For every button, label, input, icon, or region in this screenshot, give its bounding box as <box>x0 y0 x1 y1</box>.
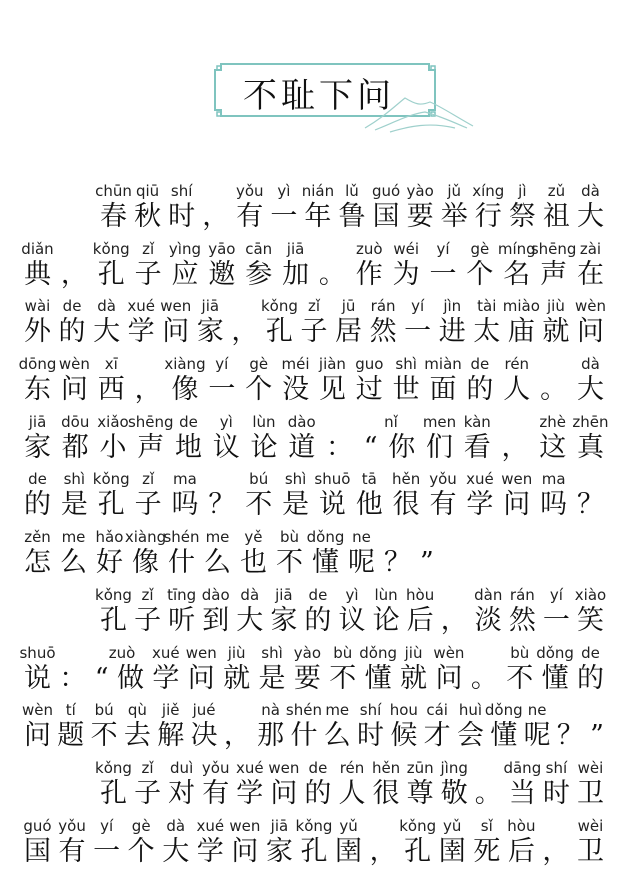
pinyin: me <box>205 528 230 547</box>
pinyin: zǔ <box>547 182 566 200</box>
pinyin: yì <box>277 182 291 200</box>
pinyin: me <box>325 701 350 720</box>
pinyin: hòu <box>507 816 536 835</box>
pinyin: dà <box>581 355 600 374</box>
text-line <box>24 584 607 642</box>
pinyin: dà <box>240 585 260 604</box>
pinyin: de <box>179 412 198 431</box>
pinyin: gè <box>249 355 269 374</box>
pinyin: shì <box>63 470 86 489</box>
pinyin: huì <box>458 701 483 720</box>
pinyin: rén <box>339 758 365 777</box>
pinyin: jiù <box>547 297 565 316</box>
pinyin: jū <box>341 297 356 316</box>
pinyin: tīng <box>167 585 197 604</box>
pinyin: wen <box>160 297 192 316</box>
pinyin: wèi <box>577 816 604 835</box>
pinyin: de <box>28 470 47 489</box>
pinyin: ne <box>527 701 547 720</box>
pinyin: qù <box>127 701 147 720</box>
pinyin: xíng <box>472 182 505 200</box>
pinyin: yǒu <box>58 816 86 835</box>
pinyin-row <box>24 757 604 779</box>
pinyin: shí <box>359 701 382 720</box>
pinyin: zǐ <box>141 585 154 604</box>
pinyin: yě <box>244 528 263 547</box>
pinyin: zǐ <box>142 470 155 489</box>
pinyin: men <box>422 412 457 431</box>
pinyin: hou <box>389 701 418 720</box>
pinyin: wèi <box>577 758 604 777</box>
pinyin: kǒng <box>95 758 132 777</box>
pinyin: jué <box>192 701 216 720</box>
title-banner <box>205 56 475 136</box>
pinyin: dàn <box>474 585 503 604</box>
pinyin: hòu <box>406 585 435 604</box>
pinyin: bú <box>94 701 114 720</box>
pinyin: dǒng <box>536 643 574 662</box>
pinyin: wen <box>501 470 533 489</box>
pinyin: guó <box>23 816 52 835</box>
pinyin: yì <box>345 585 359 604</box>
pinyin: méi <box>281 355 310 374</box>
pinyin: bù <box>279 528 299 547</box>
hanzi-line: 怎么好像什么也不懂呢？” <box>24 547 443 579</box>
pinyin: dāng <box>503 758 542 777</box>
pinyin: me <box>61 528 86 547</box>
pinyin-row <box>24 526 604 548</box>
pinyin: xī <box>104 355 118 374</box>
pinyin: wèn <box>58 355 90 374</box>
text-line <box>24 180 604 238</box>
text-line <box>21 238 604 296</box>
hanzi-line: 孔子听到大家的议论后，淡然一笑 <box>100 604 604 636</box>
pinyin: yí <box>411 297 425 316</box>
pinyin: rán <box>370 297 396 316</box>
pinyin: duì <box>170 758 194 777</box>
pinyin: jìng <box>440 758 468 777</box>
pinyin-row <box>21 238 604 260</box>
pinyin: zǐ <box>307 297 321 316</box>
pinyin: dǒng <box>359 643 398 662</box>
pinyin: zūn <box>406 758 434 777</box>
pinyin: zuò <box>108 643 136 662</box>
pinyin: ma <box>541 470 566 489</box>
pinyin: sǐ <box>480 816 493 835</box>
pinyin: shuō <box>19 643 56 662</box>
pinyin: kǒng <box>295 816 333 835</box>
hanzi-line: 问题不去解决，那什么时候才会懂呢？” <box>24 720 604 752</box>
pinyin: de <box>308 585 328 604</box>
pinyin: xué <box>196 816 225 835</box>
pinyin: yì <box>219 412 233 431</box>
pinyin: nǐ <box>384 412 398 431</box>
pinyin: chūn <box>95 182 132 200</box>
pinyin: jiā <box>270 816 289 835</box>
pinyin-row <box>19 642 604 664</box>
pinyin: wèn <box>21 701 54 720</box>
pinyin: shí <box>545 758 568 777</box>
text-line <box>21 699 604 757</box>
pinyin: lùn <box>374 585 398 604</box>
pinyin: jìn <box>443 297 462 316</box>
pinyin: hǎo <box>95 528 124 547</box>
pinyin: yí <box>100 816 114 835</box>
pinyin: dào <box>201 585 230 604</box>
pinyin: dōng <box>18 355 57 374</box>
text-line <box>24 526 604 584</box>
pinyin: jiā <box>28 412 47 431</box>
pinyin: yǒu <box>429 470 457 489</box>
pinyin-row <box>21 699 604 721</box>
pinyin: shí <box>170 182 193 200</box>
pinyin: jiā <box>275 585 293 604</box>
pinyin: shén <box>285 701 322 720</box>
pinyin: zuò <box>356 239 383 258</box>
pinyin: bú <box>249 470 269 489</box>
text-line <box>24 757 604 815</box>
text-line <box>24 411 609 469</box>
text-line <box>24 815 604 873</box>
pinyin: yìng <box>168 239 201 258</box>
pinyin: kǒng <box>260 297 298 316</box>
pinyin: bù <box>510 643 530 662</box>
pinyin: tí <box>65 701 76 720</box>
pinyin: yí <box>215 355 229 374</box>
pinyin: jiě <box>161 701 180 720</box>
pinyin: jǔ <box>447 182 462 200</box>
pinyin: zǐ <box>141 758 154 777</box>
pinyin: zǐ <box>142 239 155 258</box>
pinyin: de <box>581 643 600 662</box>
pinyin: zài <box>579 239 602 258</box>
pinyin: kàn <box>463 412 491 431</box>
pinyin: lǔ <box>345 182 359 200</box>
hanzi-line: 国有一个大学问家孔圉，孔圉死后，卫 <box>24 835 604 867</box>
pinyin: dǒng <box>306 528 345 547</box>
pinyin: nà <box>261 701 280 720</box>
pinyin: xué <box>235 758 264 777</box>
text-line <box>19 642 604 700</box>
pinyin: kǒng <box>92 470 130 489</box>
pinyin: shén <box>163 528 200 547</box>
pinyin: dǒng <box>484 701 523 720</box>
pinyin: xiǎo <box>97 412 129 431</box>
pinyin: zhè <box>539 412 567 431</box>
pinyin: rén <box>504 355 530 374</box>
pinyin-row <box>24 815 604 837</box>
pinyin: jiàn <box>318 355 346 374</box>
pinyin: de <box>470 355 490 374</box>
pinyin: yí <box>436 239 450 258</box>
pinyin-row <box>24 468 604 490</box>
pinyin: guo <box>355 355 384 374</box>
pinyin: zěn <box>24 528 51 547</box>
hanzi-line: 春秋时，有一年鲁国要举行祭祖大 <box>100 201 604 232</box>
hanzi-line: 说：“做学问就是要不懂就问。不懂的 <box>24 662 604 694</box>
pinyin: nián <box>301 182 335 200</box>
pinyin: yào <box>406 182 434 200</box>
pinyin: ma <box>173 470 197 489</box>
pinyin: shì <box>261 643 283 662</box>
pinyin: míng <box>497 239 536 258</box>
hanzi-line: 孔子对有学问的人很尊敬。当时卫 <box>100 777 604 809</box>
pinyin: wen <box>185 643 217 662</box>
pinyin: gè <box>131 816 151 835</box>
pinyin: wài <box>24 297 51 316</box>
story-text <box>18 180 609 872</box>
pinyin: cái <box>426 701 448 720</box>
pinyin: dà <box>166 816 186 835</box>
pinyin: dà <box>581 182 600 200</box>
pinyin-row <box>24 295 604 317</box>
pinyin: kǒng <box>95 585 132 604</box>
text-line <box>18 353 604 411</box>
pinyin-row <box>24 180 604 202</box>
pinyin: tài <box>477 297 497 316</box>
pinyin: xué <box>466 470 494 489</box>
pinyin-row <box>24 584 607 606</box>
pinyin: jiā <box>201 297 220 316</box>
pinyin-row <box>24 411 609 433</box>
text-line <box>24 295 604 353</box>
pinyin: gè <box>470 239 490 258</box>
pinyin: guó <box>371 182 401 200</box>
pinyin: xiào <box>574 585 607 604</box>
pinyin: zhēn <box>572 412 609 431</box>
pinyin: wen <box>229 816 261 835</box>
hanzi-line: 家都小声地议论道：“你们看，这真 <box>24 431 604 463</box>
pinyin: rán <box>509 585 535 604</box>
pinyin: wéi <box>393 239 419 258</box>
pinyin: wèn <box>574 297 606 316</box>
pinyin: xué <box>152 643 180 662</box>
pinyin: yǔ <box>443 816 462 835</box>
pinyin: jiù <box>404 643 423 662</box>
pinyin: yǒu <box>236 182 264 200</box>
hanzi-line: 典，孔子应邀参加。作为一个名声在 <box>24 258 604 290</box>
pinyin: shēng <box>530 239 577 258</box>
pinyin: de <box>62 297 82 316</box>
pinyin: miàn <box>424 355 462 374</box>
pinyin: yāo <box>208 239 236 258</box>
text-line <box>24 468 604 526</box>
pinyin: shì <box>284 470 307 489</box>
pinyin: diǎn <box>21 239 54 258</box>
page-title: 不耻下问 <box>243 76 395 116</box>
pinyin: de <box>308 758 328 777</box>
pinyin: jiā <box>286 239 305 258</box>
pinyin: kǒng <box>399 816 437 835</box>
pinyin: yí <box>549 585 563 604</box>
pinyin: ne <box>352 528 371 547</box>
pinyin: xué <box>127 297 155 316</box>
pinyin: shēng <box>127 412 174 431</box>
pinyin: dōu <box>61 412 90 431</box>
pinyin-row <box>18 353 604 375</box>
pinyin: yǔ <box>339 816 358 835</box>
hanzi-line: 东问西，像一个没见过世面的人。大 <box>24 374 604 406</box>
hanzi-line: 的是孔子吗？不是说他很有学问吗？ <box>24 489 604 521</box>
pinyin: cān <box>245 239 273 258</box>
pinyin: xiàng <box>164 355 206 374</box>
pinyin: tā <box>361 470 377 489</box>
pinyin: yǒu <box>201 758 230 777</box>
pinyin: hěn <box>392 470 421 489</box>
pinyin: lùn <box>252 412 276 431</box>
pinyin: xiàng <box>124 528 167 547</box>
pinyin: yào <box>293 643 322 662</box>
pinyin: shì <box>395 355 417 374</box>
pinyin: shuō <box>314 470 351 489</box>
pinyin: dà <box>97 297 116 316</box>
hanzi-line: 外的大学问家，孔子居然一进太庙就问 <box>24 316 604 348</box>
pinyin: wèn <box>433 643 465 662</box>
pinyin: jì <box>518 182 527 200</box>
pinyin: bù <box>333 643 353 662</box>
pinyin: jiù <box>227 643 246 662</box>
pinyin: wen <box>268 758 300 777</box>
pinyin: kǒng <box>92 239 130 258</box>
pinyin: miào <box>502 297 540 316</box>
pinyin: dào <box>287 412 316 431</box>
pinyin: qiū <box>135 182 160 200</box>
pinyin: hěn <box>371 758 401 777</box>
